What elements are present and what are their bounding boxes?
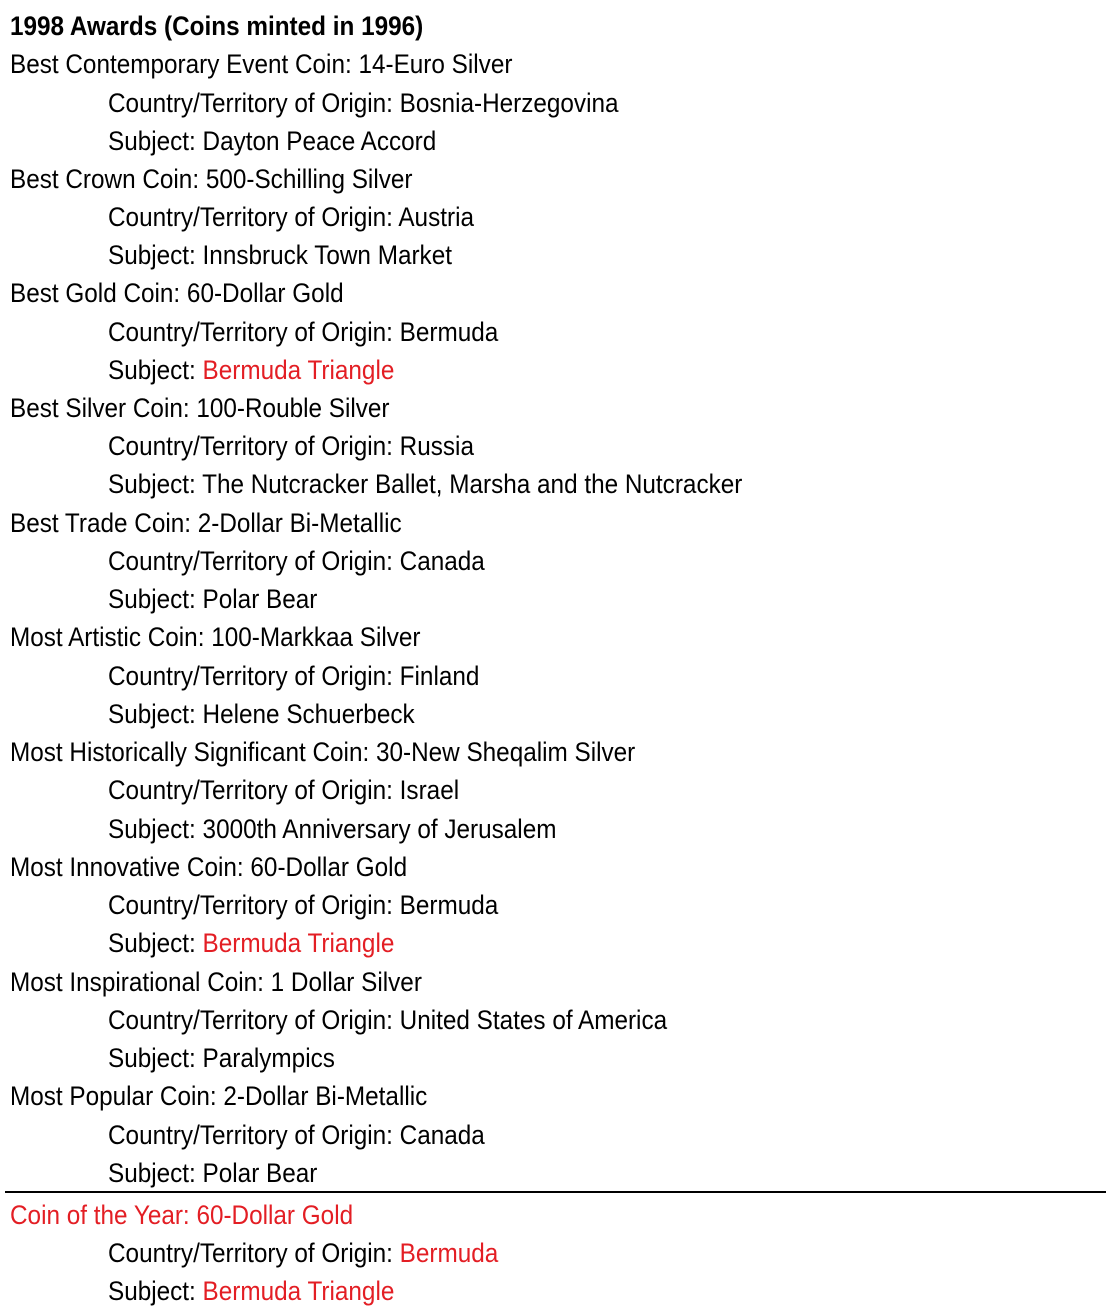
award-origin (108, 1117, 485, 1153)
award-category: Best Crown Coin: 500-Schilling Silver (10, 164, 413, 194)
subject-label: Subject: (108, 1276, 203, 1306)
document-title: 1998 Awards (Coins minted in 1996) (10, 11, 424, 41)
award-subject (108, 811, 556, 847)
origin-label: Country/Territory of Origin: (108, 1120, 400, 1150)
subject-value: Helene Schuerbeck (202, 699, 415, 729)
award-origin (108, 1002, 667, 1038)
origin-value: Bermuda (399, 317, 499, 347)
award-subject (108, 352, 394, 388)
origin-value: Canada (399, 1120, 485, 1150)
subject-value-highlighted: Bermuda Triangle (202, 1276, 395, 1306)
award-category: Most Innovative Coin: 60-Dollar Gold (10, 852, 408, 882)
subject-value: Polar Bear (202, 1158, 318, 1188)
award-subject (108, 466, 742, 502)
award-category: Most Inspirational Coin: 1 Dollar Silver (10, 967, 422, 997)
origin-label: Country/Territory of Origin: (108, 775, 400, 805)
coin-of-the-year-origin (108, 1235, 498, 1271)
award-subject (108, 1155, 317, 1191)
subject-label: Subject: (108, 584, 203, 614)
subject-value-highlighted: Bermuda Triangle (202, 355, 395, 385)
award-origin (108, 887, 498, 923)
award-category: Best Contemporary Event Coin: 14-Euro Silver (10, 49, 513, 79)
subject-value: The Nutcracker Ballet, Marsha and the Nutcracker (202, 469, 743, 499)
origin-value: Austria (398, 202, 474, 232)
award-origin (108, 428, 474, 464)
subject-label: Subject: (108, 1158, 203, 1188)
award-category: Best Gold Coin: 60-Dollar Gold (10, 278, 344, 308)
coin-of-the-year-category: Coin of the Year: 60-Dollar Gold (10, 1200, 354, 1230)
section-divider (5, 1191, 1106, 1193)
origin-value: Russia (399, 431, 474, 461)
subject-value: Dayton Peace Accord (202, 126, 437, 156)
subject-value: Innsbruck Town Market (202, 240, 452, 270)
origin-label: Country/Territory of Origin: (108, 546, 400, 576)
award-origin (108, 543, 485, 579)
award-category: Most Historically Significant Coin: 30-New Sheqalim Silver (10, 737, 636, 767)
subject-value: Polar Bear (202, 584, 318, 614)
origin-label: Country/Territory of Origin: (108, 88, 400, 118)
origin-label: Country/Territory of Origin: (108, 202, 399, 232)
award-subject (108, 581, 317, 617)
award-origin (108, 658, 479, 694)
subject-label: Subject: (108, 240, 203, 270)
award-origin (108, 314, 498, 350)
award-category: Most Popular Coin: 2-Dollar Bi-Metallic (10, 1081, 428, 1111)
subject-value: Paralympics (202, 1043, 335, 1073)
award-origin (108, 85, 619, 121)
origin-label: Country/Territory of Origin: (108, 317, 400, 347)
subject-label: Subject: (108, 814, 203, 844)
origin-value: Bosnia-Herzegovina (399, 88, 619, 118)
award-origin (108, 199, 474, 235)
origin-label: Country/Territory of Origin: (108, 431, 400, 461)
coin-of-the-year-subject (108, 1273, 394, 1309)
award-subject (108, 237, 452, 273)
origin-value: Israel (399, 775, 460, 805)
subject-label: Subject: (108, 928, 203, 958)
origin-label: Country/Territory of Origin: (108, 661, 400, 691)
subject-value-highlighted: Bermuda Triangle (202, 928, 395, 958)
origin-value: Canada (399, 546, 485, 576)
origin-label: Country/Territory of Origin: (108, 890, 400, 920)
subject-label: Subject: (108, 699, 203, 729)
origin-value: Finland (399, 661, 480, 691)
origin-label: Country/Territory of Origin: (108, 1005, 400, 1035)
award-subject (108, 696, 415, 732)
subject-value: 3000th Anniversary of Jerusalem (202, 814, 557, 844)
origin-value: Bermuda (399, 890, 499, 920)
origin-value-highlighted: Bermuda (399, 1238, 499, 1268)
subject-label: Subject: (108, 1043, 203, 1073)
award-category: Best Silver Coin: 100-Rouble Silver (10, 393, 390, 423)
subject-label: Subject: (108, 355, 203, 385)
award-category: Most Artistic Coin: 100-Markkaa Silver (10, 622, 421, 652)
award-category: Best Trade Coin: 2-Dollar Bi-Metallic (10, 508, 402, 538)
subject-label: Subject: (108, 469, 203, 499)
award-subject (108, 1040, 335, 1076)
subject-label: Subject: (108, 126, 203, 156)
award-subject (108, 925, 394, 961)
origin-value: United States of America (399, 1005, 668, 1035)
origin-label: Country/Territory of Origin: (108, 1238, 400, 1268)
award-origin (108, 772, 459, 808)
award-subject (108, 123, 436, 159)
